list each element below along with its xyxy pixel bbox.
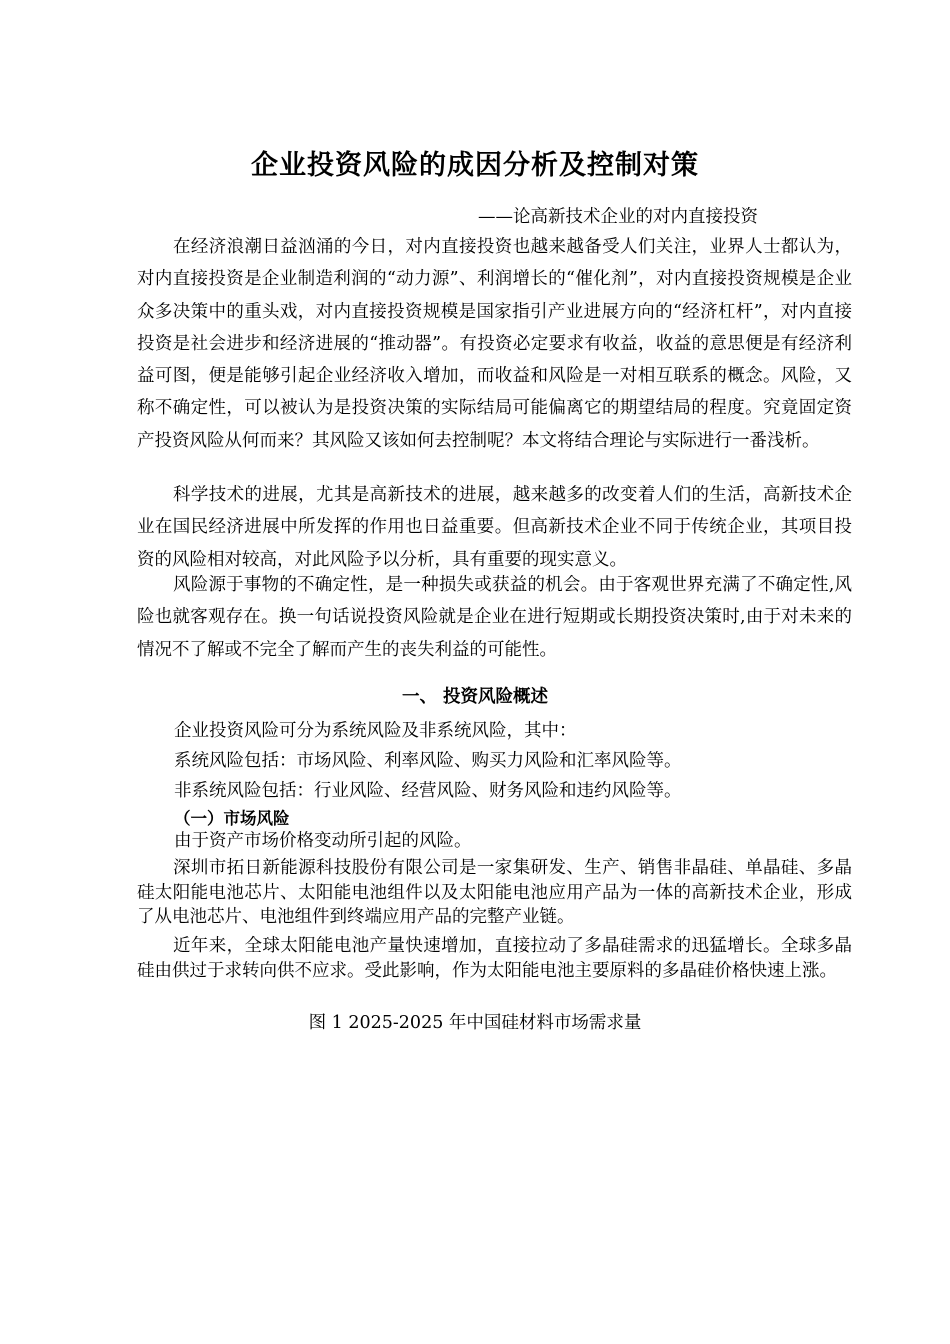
section-line-1: 企业投资风险可分为系统风险及非系统风险，其中： bbox=[174, 721, 577, 741]
section-line-2: 系统风险包括：市场风险、利率风险、购买力风险和汇率风险等。 bbox=[174, 751, 682, 771]
section-heading-overview: 一、 投资风险概述 bbox=[401, 687, 549, 707]
document-title: 企业投资风险的成因分析及控制对策 bbox=[251, 150, 699, 181]
section-line-3: 非系统风险包括：行业风险、经营风险、财务风险和违约风险等。 bbox=[174, 781, 682, 801]
market-risk-definition: 由于资产市场价格变动所引起的风险。 bbox=[174, 831, 472, 851]
intro-paragraph-1: 在经济浪潮日益汹涌的今日，对内直接投资也越来越备受人们关注，业界人士都认为，对内直接投资是企业制造利润的“动力源”、利润增长的“催化剂”，对内直接投资规模是企业众多决策中的重头戏，对内直接投资规模是国家指引产业进展方向的“经济杠杆”，对内直接投资是社会进步和经济进展的“推动器”。有投资必定要求有收益，收益的意思便是有经济利益可图，便是能够引起企业经济收入增加，而收益和风险是一对相互联系的概念。风险，又称不确定性，可以被认为是投资决策的实际结局可能偏离它的期望结局的程度。究竟固定资产投资风险从何而来？其风险又该如何去控制呢？本文将结合理论与实际进行一番浅析。 bbox=[137, 237, 852, 451]
company-paragraph: 深圳市拓日新能源科技股份有限公司是一家集研发、生产、销售非晶硅、单晶硅、多晶硅太阳能电池芯片、太阳能电池组件以及太阳能电池应用产品为一体的高新技术企业，形成了从电池芯片、电池组件到终端应用产品的完整产业链。 bbox=[137, 858, 852, 927]
solar-market-paragraph: 近年来，全球太阳能电池产量快速增加，直接拉动了多晶硅需求的迅猛增长。全球多晶硅由供过于求转向供不应求。受此影响，作为太阳能电池主要原料的多晶硅价格快速上涨。 bbox=[137, 936, 852, 981]
document-subtitle: ——论高新技术企业的对内直接投资 bbox=[478, 207, 758, 227]
intro-paragraph-2: 科学技术的进展，尤其是高新技术的进展，越来越多的改变着人们的生活，高新技术企业在国民经济进展中所发挥的作用也日益重要。但高新技术企业不同于传统企业，其项目投资的风险相对较高，对此风险予以分析，具有重要的现实意义。 bbox=[137, 485, 852, 570]
figure-caption: 图 1 2025-2025 年中国硅材料市场需求量 bbox=[308, 1013, 642, 1033]
subsection-heading-market-risk: （一）市场风险 bbox=[174, 809, 290, 828]
intro-paragraph-3: 风险源于事物的不确定性，是一种损失或获益的机会。由于客观世界充满了不确定性,风险也就客观存在。换一句话说投资风险就是企业在进行短期或长期投资决策时,由于对未来的情况不了解或不完全了解而产生的丧失利益的可能性。 bbox=[137, 575, 852, 660]
